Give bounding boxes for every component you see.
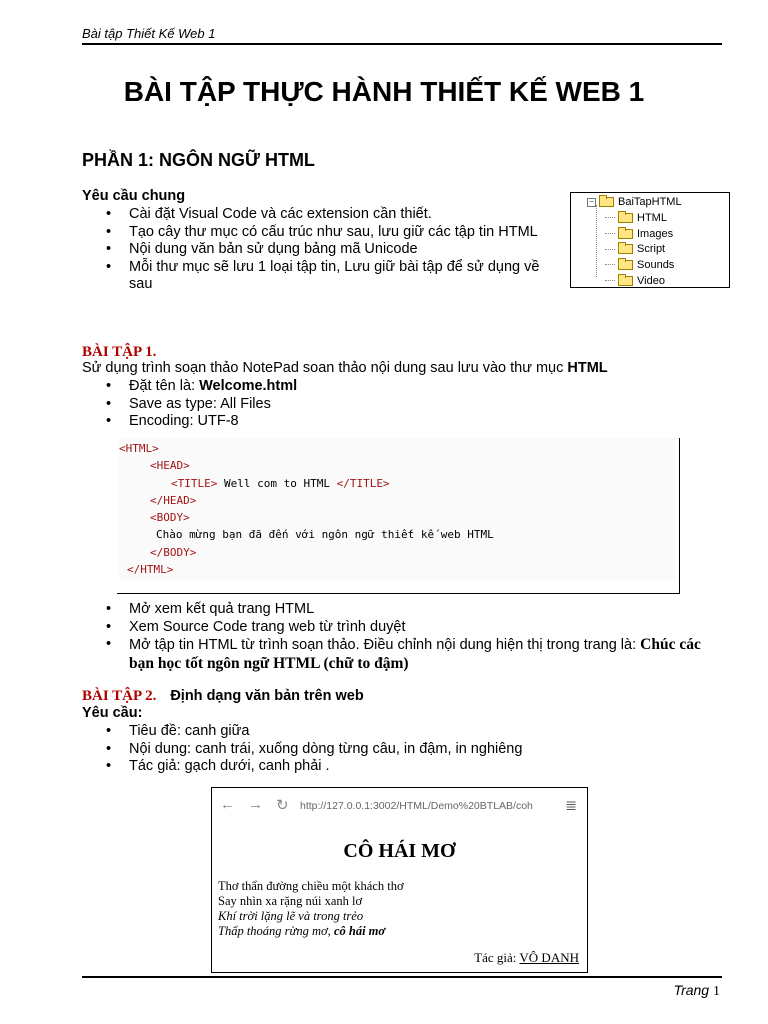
tree-item bbox=[605, 273, 674, 289]
author-name: VÔ DANH bbox=[519, 950, 579, 965]
tree-root-label: BaiTapHTML bbox=[618, 196, 682, 208]
code-tag: <HTML> bbox=[119, 442, 159, 455]
tree-item-label: Video bbox=[637, 274, 665, 287]
folder-icon bbox=[618, 229, 633, 239]
poem-line: Thơ thẩn đường chiều một khách thơ bbox=[218, 879, 404, 893]
exercise-2-requirements bbox=[82, 723, 682, 776]
list-item: • Nội dung: canh trái, xuống dòng từng câu, in đậm, in nghiêng bbox=[82, 741, 682, 759]
browser-toolbar bbox=[212, 788, 587, 824]
list-item bbox=[82, 636, 722, 673]
code-tag: </TITLE> bbox=[336, 477, 390, 490]
list-item: • Nội dung văn bản sử dụng bảng mã Unicode bbox=[82, 241, 542, 259]
document-title: BÀI TẬP THỰC HÀNH THIẾT KẾ WEB 1 bbox=[123, 76, 645, 107]
list-item: • Mỗi thư mục sẽ lưu 1 loại tập tin, Lưu giữ bài tập để sử dụng về sau bbox=[82, 259, 542, 294]
poem-body bbox=[218, 879, 404, 939]
code-area bbox=[119, 438, 675, 580]
page-footer bbox=[674, 982, 720, 1000]
list-item: • Tiêu đề: canh giữa bbox=[82, 723, 682, 741]
code-tag: </HEAD> bbox=[150, 494, 197, 507]
folder-icon bbox=[618, 213, 633, 223]
poem-line bbox=[218, 924, 404, 939]
address-bar[interactable]: http://127.0.0.1:3002/HTML/Demo%20BTLAB/coh bbox=[300, 800, 533, 812]
task-text: Mở tập tin HTML từ trình soạn thảo. Điều chỉnh nội dung hiện thị trong trang là: bbox=[129, 637, 641, 653]
folder-tree bbox=[570, 192, 730, 288]
tree-connector bbox=[596, 205, 597, 277]
code-tag: <BODY> bbox=[150, 511, 190, 524]
list-item: • Encoding: UTF-8 bbox=[82, 413, 682, 431]
list-item bbox=[82, 378, 682, 396]
exercise-1-settings bbox=[82, 378, 682, 431]
exercise-1-title: BÀI TẬP 1. bbox=[82, 344, 157, 360]
forward-arrow-icon[interactable]: → bbox=[248, 796, 263, 813]
general-requirements-list bbox=[82, 206, 542, 294]
tree-item-label: Images bbox=[637, 227, 674, 240]
code-tag: <HEAD> bbox=[150, 459, 190, 472]
poem-author bbox=[474, 950, 579, 966]
exercise-1-description bbox=[82, 360, 608, 378]
exercise-2-name: Định dạng văn bản trên web bbox=[170, 688, 364, 704]
setting-label: Đặt tên là: bbox=[129, 378, 200, 394]
footer-label: Trang bbox=[673, 982, 710, 998]
list-item: • Mở xem kết quả trang HTML bbox=[82, 601, 722, 619]
poem-line: Say nhìn xa rặng núi xanh lơ bbox=[218, 894, 363, 908]
list-item: • Tác giả: gạch dưới, canh phải . bbox=[82, 758, 682, 776]
poem-title: CÔ HÁI MƠ bbox=[343, 840, 456, 862]
tree-item bbox=[605, 257, 674, 273]
description-folder: HTML bbox=[567, 360, 608, 376]
page-number: 1 bbox=[713, 984, 720, 999]
exercise-2-requirements-label: Yêu cầu: bbox=[82, 705, 143, 721]
collapse-icon: − bbox=[587, 198, 596, 207]
setting-value: Welcome.html bbox=[199, 378, 298, 394]
exercise-2-title: BÀI TẬP 2. bbox=[82, 688, 157, 704]
exercise-1-tasks bbox=[82, 601, 722, 673]
list-item: • Save as type: All Files bbox=[82, 396, 682, 414]
description-text: Sử dụng trình soạn thảo NotePad soan thảo nội dung sau lưu vào thư mục bbox=[82, 360, 564, 376]
code-tag: </HTML> bbox=[127, 563, 174, 576]
back-arrow-icon[interactable]: ← bbox=[220, 796, 235, 813]
folder-icon bbox=[618, 276, 633, 286]
list-item: • Xem Source Code trang web từ trình duyệt bbox=[82, 619, 722, 637]
tree-item bbox=[605, 226, 674, 242]
section-heading: PHẦN 1: NGÔN NGỮ HTML bbox=[82, 150, 315, 170]
tree-item bbox=[605, 241, 674, 257]
tree-item-label: Script bbox=[637, 243, 666, 256]
tree-item-label: HTML bbox=[637, 211, 667, 224]
tree-item-label: Sounds bbox=[637, 258, 675, 271]
list-item: • Tạo cây thư mục có cấu trúc như sau, lưu giữ các tập tin HTML bbox=[82, 224, 542, 242]
poem-line: Khí trời lặng lẽ và trong trẻo bbox=[218, 909, 364, 923]
running-header: Bài tập Thiết Kế Web 1 bbox=[82, 26, 722, 45]
tree-root bbox=[587, 196, 682, 208]
code-tag: </BODY> bbox=[150, 546, 197, 559]
folder-icon bbox=[618, 244, 633, 254]
tree-children bbox=[605, 210, 674, 288]
footer-divider bbox=[82, 976, 722, 978]
folder-icon bbox=[599, 197, 614, 207]
poem-line-bold: cô hái mơ bbox=[333, 924, 386, 938]
author-label: Tác giả: bbox=[474, 950, 520, 965]
poem-line-italic: Thấp thoáng rừng mơ, bbox=[218, 924, 334, 938]
code-text: Well com to HTML bbox=[217, 477, 337, 490]
code-sample bbox=[117, 438, 680, 594]
reload-icon[interactable]: ↻ bbox=[276, 797, 289, 814]
general-requirements-heading: Yêu cầu chung bbox=[82, 188, 186, 204]
tree-item bbox=[605, 210, 674, 226]
folder-icon bbox=[618, 260, 633, 270]
code-text: Chào mừng bạn đã đến với ngôn ngữ thiết kế web HTML bbox=[156, 528, 494, 541]
task-highlight: Chúc các bạn học tốt ngôn ngữ HTML (chữ to đậm) bbox=[129, 636, 701, 672]
code-tag: <TITLE> bbox=[171, 477, 218, 490]
menu-icon[interactable]: ≣ bbox=[565, 797, 577, 813]
exercise-2-heading bbox=[82, 688, 364, 705]
browser-preview bbox=[211, 787, 588, 973]
list-item: • Cài đặt Visual Code và các extension cần thiết. bbox=[82, 206, 542, 224]
